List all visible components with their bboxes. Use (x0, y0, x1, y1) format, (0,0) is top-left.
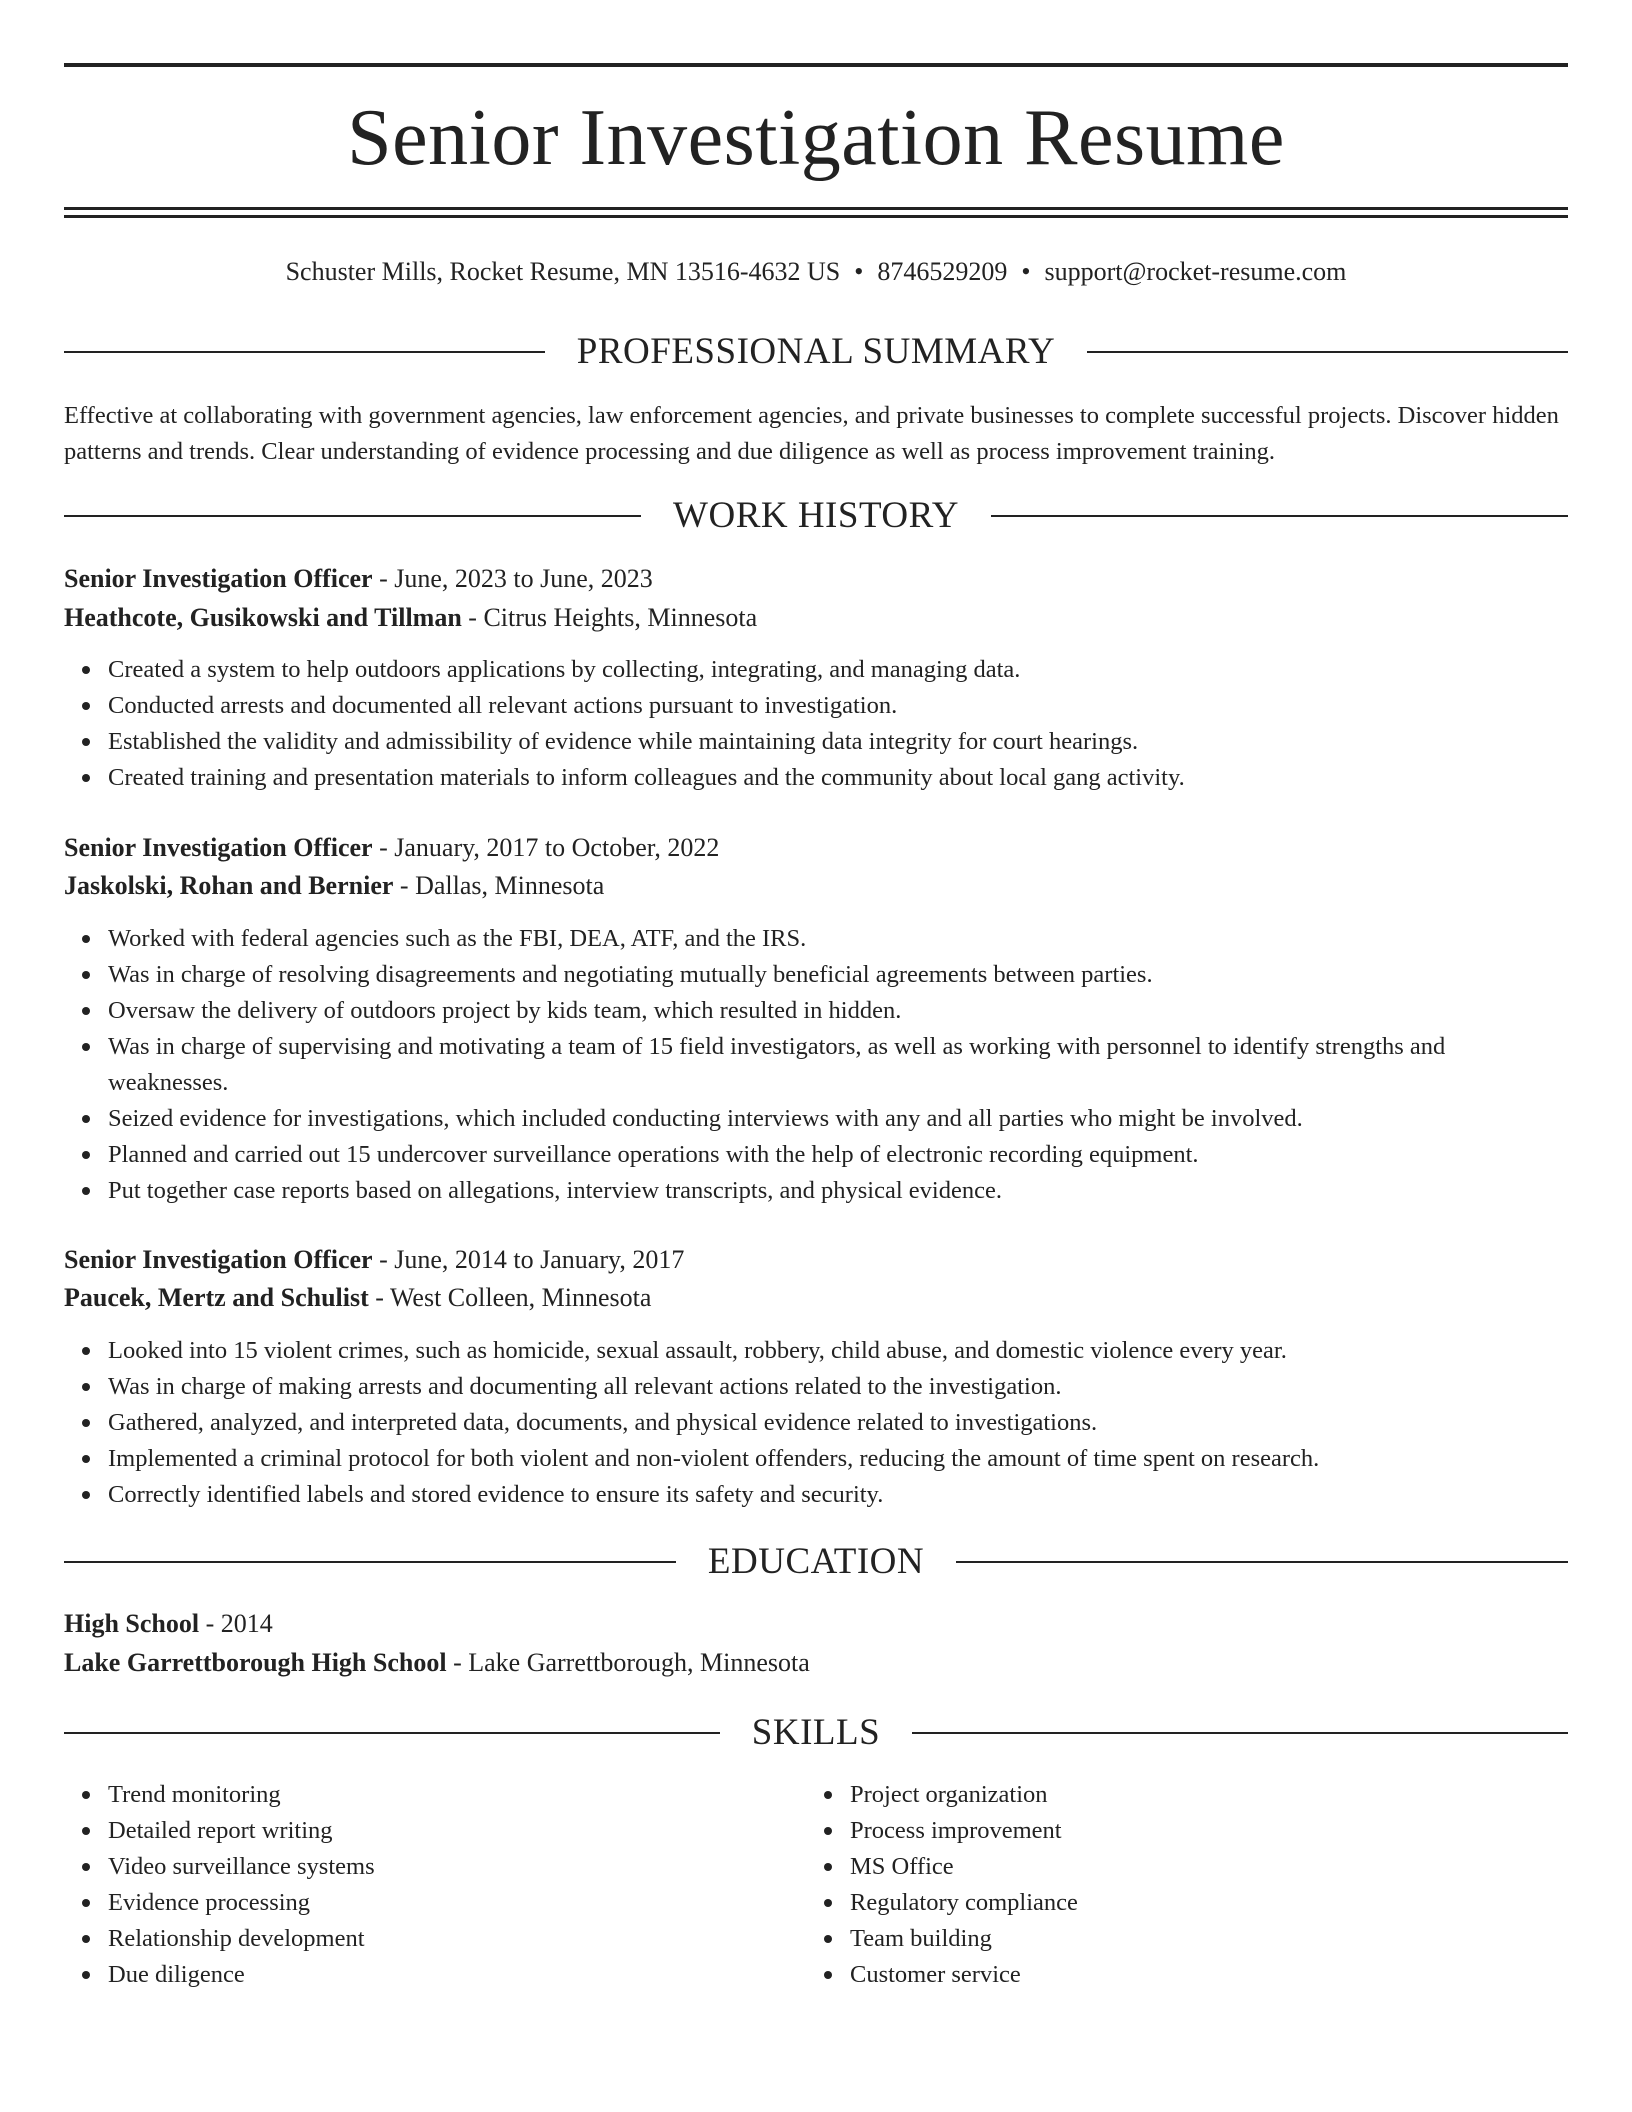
list-item: Was in charge of resolving disagreements and negotiating mutually beneficial agreements between parties. (108, 957, 1568, 993)
section-rule (956, 1561, 1568, 1563)
job-location: - Dallas, Minnesota (393, 871, 605, 900)
job-dates: - January, 2017 to October, 2022 (372, 833, 720, 862)
list-item: Seized evidence for investigations, which included conducting interviews with any and all parties who might be involved. (108, 1101, 1568, 1137)
education-school-line (64, 1645, 1568, 1681)
section-rule (64, 351, 545, 353)
section-header-work (64, 494, 1568, 538)
education-year: - 2014 (199, 1609, 273, 1638)
job-title: Senior Investigation Officer (64, 564, 373, 593)
job-title-line (64, 1242, 1568, 1278)
contact-separator: • (1021, 257, 1031, 286)
skill-item: Customer service (850, 1957, 1550, 1993)
list-item: Was in charge of making arrests and documenting all relevant actions related to the investigation. (108, 1369, 1568, 1405)
job-location: - West Colleen, Minnesota (368, 1283, 652, 1312)
list-item: Conducted arrests and documented all relevant actions pursuant to investigation. (108, 688, 1568, 724)
contact-phone: 8746529209 (877, 257, 1008, 286)
skill-item: Relationship development (108, 1921, 808, 1957)
job-title: Senior Investigation Officer (64, 833, 373, 862)
education-location: - Lake Garrettborough, Minnesota (446, 1648, 810, 1677)
list-item: Created a system to help outdoors applications by collecting, integrating, and managing data. (108, 652, 1568, 688)
summary-text: Effective at collaborating with government agencies, law enforcement agencies, and private businesses to complete successful projects. Discover hidden patterns and trends. Clear understanding of evidence processing and due diligence as well as process improvement training. (64, 402, 1559, 465)
skill-item: MS Office (850, 1849, 1550, 1885)
section-title: EDUCATION (707, 1541, 925, 1582)
top-rule (64, 63, 1568, 67)
list-item: Established the validity and admissibility of evidence while maintaining data integrity for court hearings. (108, 724, 1568, 760)
section-rule (64, 515, 641, 517)
section-header-skills (64, 1711, 1568, 1755)
skill-item: Video surveillance systems (108, 1849, 808, 1885)
section-rule (64, 1561, 676, 1563)
job-title: Senior Investigation Officer (64, 1245, 373, 1274)
section-rule (912, 1732, 1568, 1734)
job-company-line (64, 1280, 1568, 1316)
contact-separator: • (854, 257, 864, 286)
job-company: Jaskolski, Rohan and Bernier (64, 871, 394, 900)
section-header-summary (64, 330, 1568, 374)
section-title: WORK HISTORY (673, 495, 959, 536)
job-bullets (64, 1333, 1568, 1513)
job-title-line (64, 561, 1568, 597)
contact-email: support@rocket-resume.com (1044, 257, 1347, 286)
list-item: Gathered, analyzed, and interpreted data, documents, and physical evidence related to investigations. (108, 1405, 1568, 1441)
contact-address: Schuster Mills, Rocket Resume, MN 13516-4632 US (285, 257, 841, 286)
skill-item: Detailed report writing (108, 1813, 808, 1849)
education-degree: High School (64, 1609, 200, 1638)
list-item: Correctly identified labels and stored evidence to ensure its safety and security. (108, 1477, 1568, 1513)
skill-item: Due diligence (108, 1957, 808, 1993)
education-school: Lake Garrettborough High School (64, 1648, 447, 1677)
skills-list-left (64, 1777, 808, 1993)
skill-item: Regulatory compliance (850, 1885, 1550, 1921)
title-rule-upper (64, 207, 1568, 210)
section-rule (1087, 351, 1568, 353)
resume-title: Senior Investigation Resume (347, 94, 1285, 182)
skills-list-right (806, 1777, 1550, 1993)
contact-line (64, 254, 1568, 290)
skill-item: Trend monitoring (108, 1777, 808, 1813)
job-company-line (64, 600, 1568, 636)
job-dates: - June, 2014 to January, 2017 (372, 1245, 685, 1274)
job-company: Paucek, Mertz and Schulist (64, 1283, 369, 1312)
skill-item: Evidence processing (108, 1885, 808, 1921)
education-degree-line (64, 1606, 1568, 1642)
section-rule (991, 515, 1568, 517)
job-bullets (64, 652, 1568, 796)
section-title: SKILLS (751, 1712, 881, 1753)
skill-item: Process improvement (850, 1813, 1550, 1849)
job-location: - Citrus Heights, Minnesota (461, 603, 758, 632)
job-company: Heathcote, Gusikowski and Tillman (64, 603, 462, 632)
skill-item: Team building (850, 1921, 1550, 1957)
section-rule (64, 1732, 720, 1734)
list-item: Implemented a criminal protocol for both violent and non-violent offenders, reducing the amount of time spent on research. (108, 1441, 1568, 1477)
section-header-education (64, 1540, 1568, 1584)
job-title-line (64, 830, 1568, 866)
list-item: Worked with federal agencies such as the FBI, DEA, ATF, and the IRS. (108, 921, 1568, 957)
skill-item: Project organization (850, 1777, 1550, 1813)
job-company-line (64, 868, 1568, 904)
title-rule-lower (64, 215, 1568, 218)
list-item: Looked into 15 violent crimes, such as homicide, sexual assault, robbery, child abuse, and domestic violence every year. (108, 1333, 1568, 1369)
list-item: Put together case reports based on allegations, interview transcripts, and physical evidence. (108, 1173, 1568, 1209)
list-item: Was in charge of supervising and motivating a team of 15 field investigators, as well as working with personnel to identify strengths and weaknesses. (108, 1029, 1568, 1101)
job-bullets (64, 921, 1568, 1209)
list-item: Oversaw the delivery of outdoors project by kids team, which resulted in hidden. (108, 993, 1568, 1029)
section-title: PROFESSIONAL SUMMARY (576, 331, 1056, 372)
list-item: Planned and carried out 15 undercover surveillance operations with the help of electronic recording equipment. (108, 1137, 1568, 1173)
list-item: Created training and presentation materials to inform colleagues and the community about local gang activity. (108, 760, 1568, 796)
job-dates: - June, 2023 to June, 2023 (372, 564, 653, 593)
